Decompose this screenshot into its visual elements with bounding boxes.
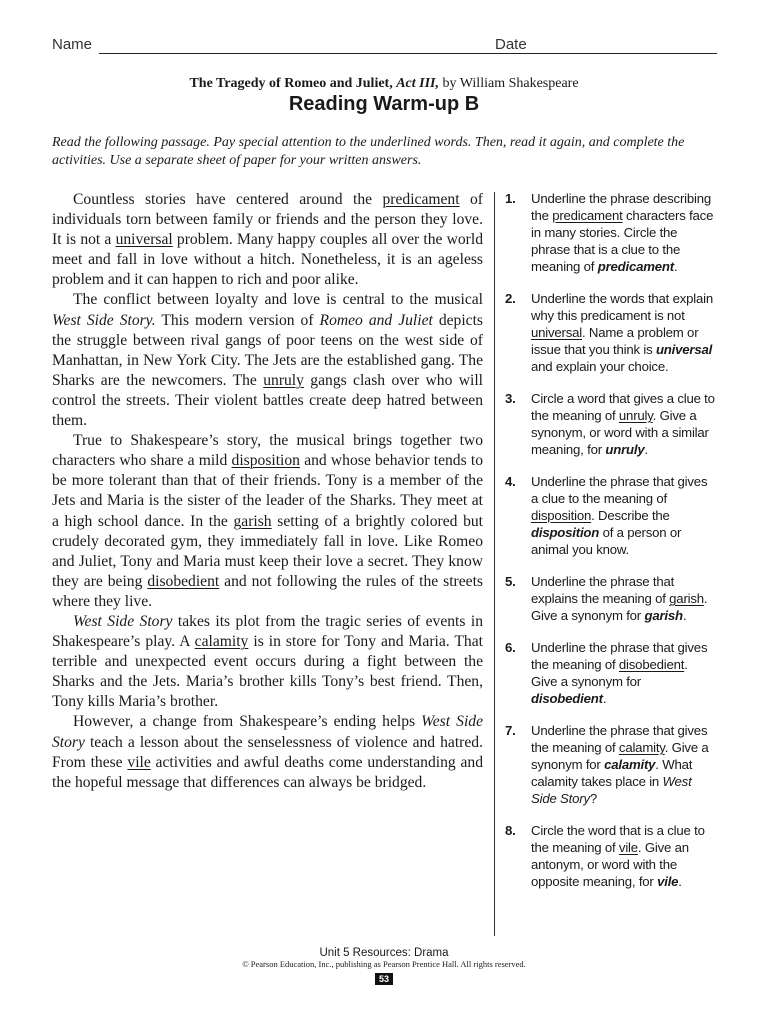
question-item: 5. Underline the phrase that explains the meaning of garish. Give a synonym for garish. <box>505 574 708 623</box>
question-number: 2. <box>505 291 516 306</box>
question-number: 5. <box>505 574 516 589</box>
vocab-predicament: predicament <box>382 191 460 208</box>
passage-paragraph-3: True to Shakespeare’s story, the musical brings together two characters who share a mild disposition and whose behavior tends to be more tolerant than that of their friends. Tony is a member of the Jets and Maria is the sister of the leader of the Sharks. They meet at a high school dance. In the garish setting of a brightly colored but crudely decorated gym, they immediately fall in love. Like Romeo and Juliet, Tony and Maria must keep their love a secret. They know they are being disobedient and not following the rules of the streets where they live. <box>52 432 484 610</box>
reading-passage <box>52 190 483 793</box>
passage-paragraph-5: However, a change from Shakespeare’s ending helps West Side Story teach a lesson about the senselessness of violence and hatred. From these vile activities and awful deaths come understanding and the hopeful message that differences can always be bridged. <box>52 713 483 791</box>
question-item: 7. Underline the phrase that gives the meaning of calamity. Give a synonym for calamity. What calamity takes place in West Side Story? <box>505 723 709 806</box>
page-number: 53 <box>375 973 393 985</box>
work-subtitle <box>0 76 768 92</box>
date-label: Date <box>495 36 527 53</box>
vocab-calamity: calamity <box>194 633 249 651</box>
vocab-vile: vile <box>127 753 151 771</box>
page-footer <box>0 947 768 987</box>
question-item: 1. Underline the phrase describing the predicament characters face in many stories. Circle the phrase that is a clue to the meaning of predicament. <box>505 191 714 274</box>
question-number: 8. <box>505 823 516 838</box>
question-number: 7. <box>505 723 516 738</box>
vocab-garish: garish <box>233 512 272 530</box>
column-divider <box>494 192 495 936</box>
name-field[interactable] <box>99 53 536 54</box>
question-item: 8. Circle the word that is a clue to the meaning of vile. Give an antonym, or word with the opposite meaning, for vile. <box>505 823 705 889</box>
footer-unit-title: Unit 5 Resources: Drama <box>319 947 449 959</box>
name-date-header <box>52 35 717 57</box>
page-title: Reading Warm-up B <box>288 93 480 115</box>
author-credit: by William Shakespeare <box>442 76 579 91</box>
question-item: 2. Underline the words that explain why this predicament is not universal. Name a problem or issue that you think is universal and explain your choice. <box>505 291 713 374</box>
vocab-unruly: unruly <box>263 371 304 389</box>
question-number: 1. <box>505 191 516 206</box>
name-label: Name <box>52 36 93 53</box>
work-title: The Tragedy of Romeo and Juliet, <box>189 76 393 91</box>
footer-copyright: © Pearson Education, Inc., publishing as Pearson Prentice Hall. All rights reserved. <box>242 959 526 969</box>
activity-questions <box>505 190 717 905</box>
question-number: 3. <box>505 391 516 406</box>
question-number: 6. <box>505 640 516 655</box>
date-field[interactable] <box>533 53 717 54</box>
vocab-disposition: disposition <box>231 452 300 470</box>
act-label: Act III, <box>396 76 440 91</box>
passage-paragraph-1: Countless stories have centered around the predicament of individuals torn between family or friends and the person they love. It is not a universal problem. Many happy couples all over the world meet and fall in love without a hitch. Nonetheless, it is an ageless problem and it can happen to rich and poor alike. <box>52 191 483 289</box>
question-item: 3. Circle a word that gives a clue to the meaning of unruly. Give a synonym, or word with a similar meaning, for unruly. <box>505 391 715 457</box>
question-item: 4. Underline the phrase that gives a clue to the meaning of disposition. Describe the disposition of a person or animal you know. <box>505 474 708 557</box>
vocab-universal: universal <box>115 231 173 249</box>
passage-paragraph-2: The conflict between loyalty and love is central to the musical West Side Story. This modern version of Romeo and Juliet depicts the struggle between rival gangs of poor teens on the west side of Manhattan, in New York City. The Jets are the established gang. The Sharks are the newcomers. The unruly gangs clash over who will control the streets. Their violent battles create deep hatred between them. <box>52 291 483 430</box>
instructions: Read the following passage. Pay special attention to the underlined words. Then, read it again, and complete the activities. Use a separate sheet of paper for your written answers. <box>52 135 685 168</box>
question-item: 6. Underline the phrase that gives the meaning of disobedient. Give a synonym for disobedient. <box>505 640 708 706</box>
question-number: 4. <box>505 474 516 489</box>
passage-paragraph-4: West Side Story takes its plot from the tragic series of events in Shakespeare’s play. A calamity is in store for Tony and Maria. That terrible and unexpected event occurs during a fight between the Sharks and the Jets. Maria’s brother kills Tony’s best friend. Then, Tony kills Maria’s brother. <box>52 612 483 711</box>
vocab-disobedient: disobedient <box>147 572 220 590</box>
